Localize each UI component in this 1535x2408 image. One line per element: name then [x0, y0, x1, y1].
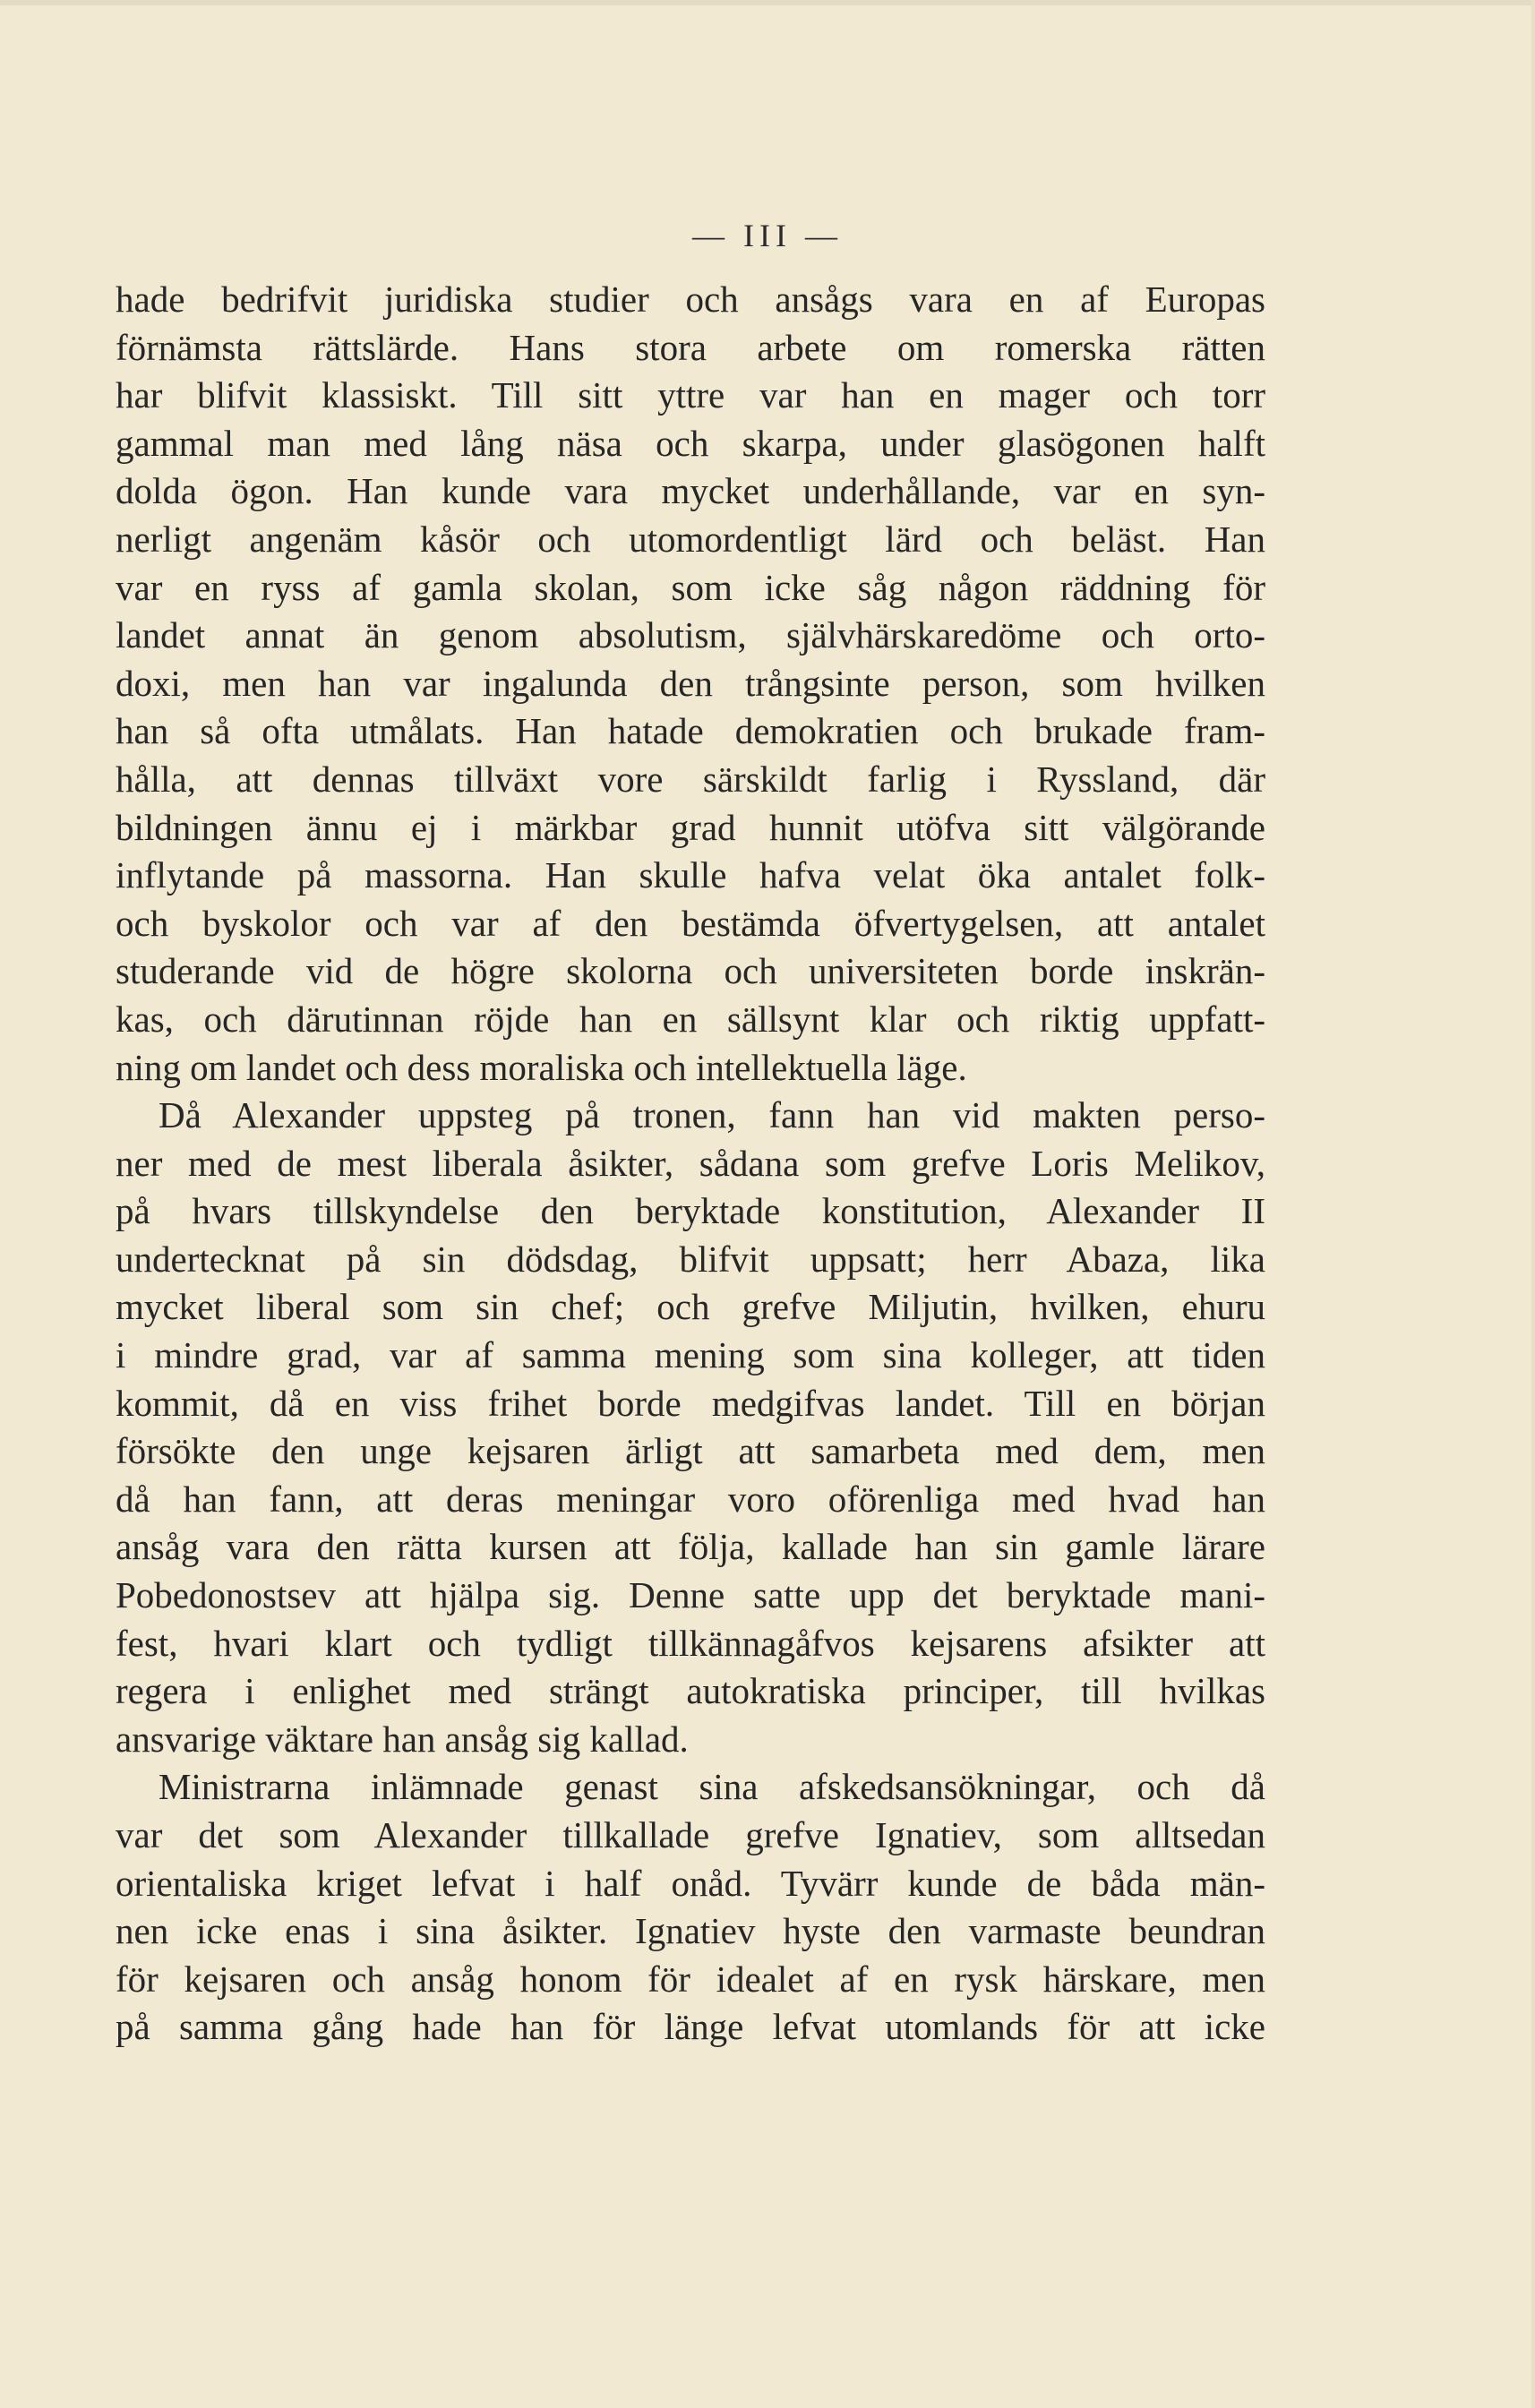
- text-line: ner med de mest liberala åsikter, sådana som grefve Loris Melikov,: [116, 1142, 1265, 1184]
- text-line: Då Alexander uppsteg på tronen, fann han vid makten perso-: [159, 1094, 1265, 1136]
- text-line: orientaliska kriget lefvat i half onåd. Tyvärr kunde de båda män-: [116, 1862, 1265, 1904]
- text-line: mycket liberal som sin chef; och grefve Miljutin, hvilken, ehuru: [116, 1286, 1265, 1328]
- page-number: — III —: [692, 218, 843, 253]
- text-line: och byskolor och var af den bestämda öfvertygelsen, att antalet: [116, 902, 1265, 944]
- text-line: förnämsta rättslärde. Hans stora arbete om romerska rätten: [116, 326, 1265, 368]
- text-line: hålla, att dennas tillväxt vore särskildt farlig i Ryssland, där: [116, 758, 1265, 800]
- text-line: kas, och därutinnan röjde han en sällsynt klar och riktig uppfatt-: [116, 998, 1265, 1040]
- text-line: Pobedonostsev att hjälpa sig. Denne satte upp det beryktade mani-: [116, 1574, 1265, 1616]
- page-edge-right: [1531, 0, 1535, 2408]
- text-line: på hvars tillskyndelse den beryktade konstitution, Alexander II: [116, 1190, 1265, 1232]
- text-line: på samma gång hade han för länge lefvat utomlands för att icke: [116, 2006, 1265, 2048]
- text-line: gammal man med lång näsa och skarpa, under glasögonen halft: [116, 422, 1265, 464]
- text-line: var en ryss af gamla skolan, som icke såg någon räddning för: [116, 566, 1265, 608]
- text-line: för kejsaren och ansåg honom för idealet af en rysk härskare, men: [116, 1958, 1265, 2000]
- text-line: nen icke enas i sina åsikter. Ignatiev hyste den varmaste beundran: [116, 1910, 1265, 1952]
- text-line: ansåg vara den rätta kursen att följa, kallade han sin gamle lärare: [116, 1526, 1265, 1568]
- page-edge-top: [0, 0, 1535, 5]
- text-line: bildningen ännu ej i märkbar grad hunnit utöfva sitt välgörande: [116, 806, 1265, 848]
- text-line: då han fann, att deras meningar voro oförenliga med hvad han: [116, 1478, 1265, 1520]
- text-line: studerande vid de högre skolorna och universiteten borde inskrän-: [116, 950, 1265, 992]
- text-line: regera i enlighet med strängt autokratiska principer, till hvilkas: [116, 1670, 1265, 1712]
- text-line: ning om landet och dess moraliska och intellektuella läge.: [116, 1046, 967, 1088]
- text-line: i mindre grad, var af samma mening som sina kolleger, att tiden: [116, 1334, 1265, 1376]
- text-line: kommit, då en viss frihet borde medgifvas landet. Till en början: [116, 1382, 1265, 1424]
- text-line: fest, hvari klart och tydligt tillkännagåfvos kejsarens afsikter att: [116, 1622, 1265, 1664]
- text-line: försökte den unge kejsaren ärligt att samarbeta med dem, men: [116, 1430, 1265, 1472]
- text-line: doxi, men han var ingalunda den trångsinte person, som hvilken: [116, 662, 1265, 704]
- text-line: nerligt angenäm kåsör och utomordentligt lärd och beläst. Han: [116, 518, 1265, 560]
- body-text: [116, 276, 1265, 2052]
- text-line: var det som Alexander tillkallade grefve Ignatiev, som alltsedan: [116, 1814, 1265, 1855]
- text-line: Ministrarna inlämnade genast sina afskedsansökningar, och då: [159, 1766, 1265, 1808]
- text-line: undertecknat på sin dödsdag, blifvit uppsatt; herr Abaza, lika: [116, 1238, 1265, 1280]
- text-line: han så ofta utmålats. Han hatade demokratien och brukade fram-: [116, 710, 1265, 752]
- text-line: inflytande på massorna. Han skulle hafva velat öka antalet folk-: [116, 854, 1265, 896]
- text-line: landet annat än genom absolutism, självhärskaredöme och orto-: [116, 614, 1265, 656]
- text-line: har blifvit klassiskt. Till sitt yttre var han en mager och torr: [116, 374, 1265, 416]
- text-line: ansvarige väktare han ansåg sig kallad.: [116, 1718, 689, 1760]
- text-line: dolda ögon. Han kunde vara mycket underhållande, var en syn-: [116, 470, 1265, 512]
- text-line: hade bedrifvit juridiska studier och ansågs vara en af Europas: [116, 279, 1265, 320]
